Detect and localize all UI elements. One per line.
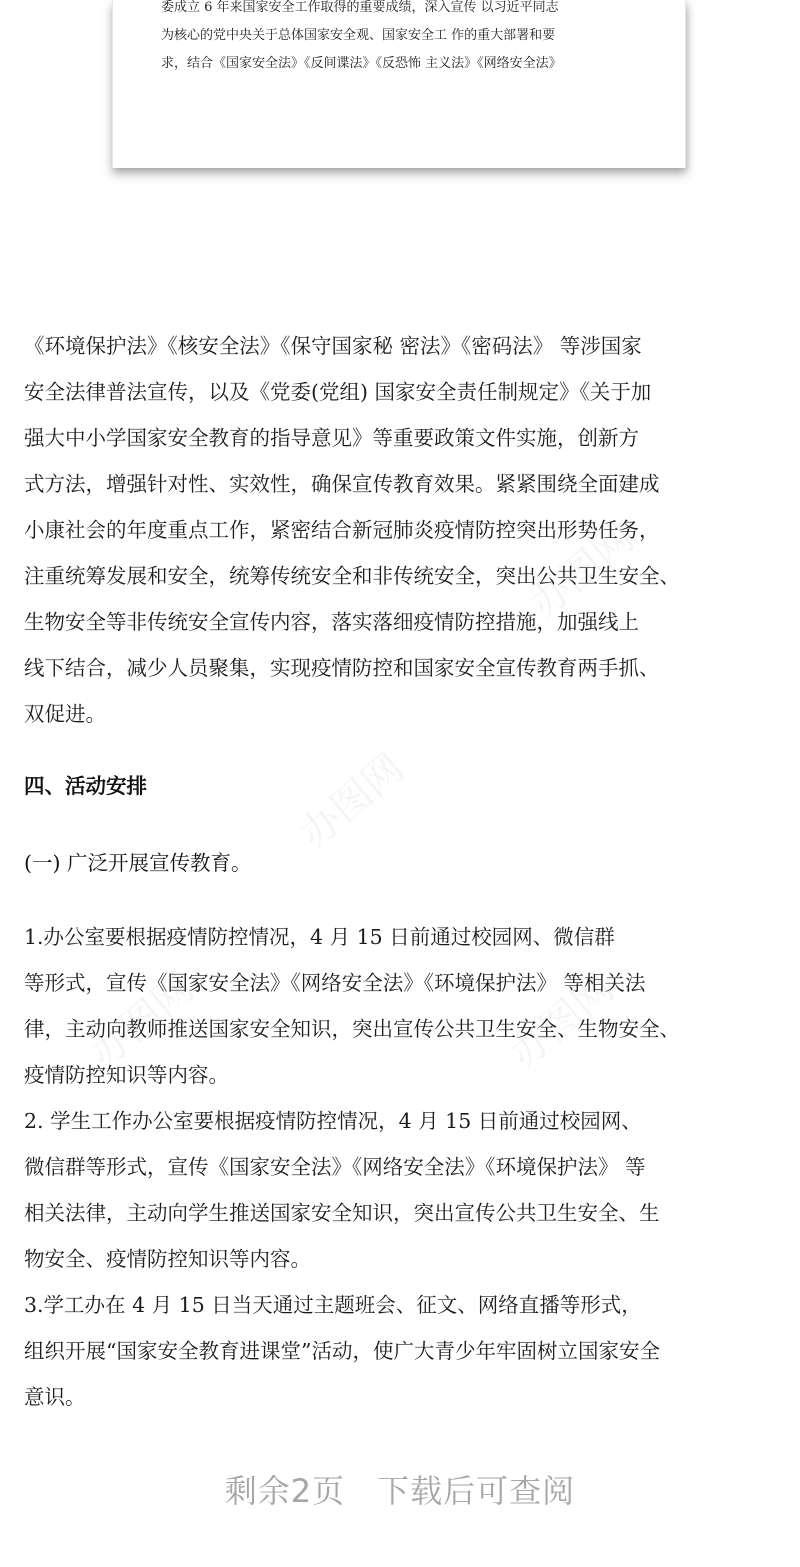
subsection-heading: (一) 广泛开展宣传教育。 xyxy=(24,851,252,875)
item-line: 微信群等形式，宣传《国家安全法》《网络安全法》《环境保护法》 等 xyxy=(24,1155,646,1179)
paragraph-line: 强大中小学国家安全教育的指导意见》等重要政策文件实施，创新方 xyxy=(24,426,639,450)
section-heading: 四、活动安排 xyxy=(24,774,147,798)
paragraph-line: 生物安全等非传统安全宣传内容，落实落细疫情防控措施，加强线上 xyxy=(24,610,639,634)
download-to-view-label: 下载后可查阅 xyxy=(377,1472,576,1510)
item-line: 2. 学生工作办公室要根据疫情防控情况，4 月 15 日前通过校园网、 xyxy=(24,1109,642,1133)
paragraph-line: 式方法，增强针对性、实效性，确保宣传教育效果。紧紧围绕全面建成 xyxy=(24,472,660,496)
paragraph-line: 线下结合，减少人员聚集，实现疫情防控和国家安全宣传教育两手抓、 xyxy=(24,656,660,680)
item-line: 相关法律，主动向学生推送国家安全知识，突出宣传公共卫生安全、生 xyxy=(24,1201,660,1225)
item-line: 3.学工办在 4 月 15 日当天通过主题班会、征文、网络直播等形式， xyxy=(24,1293,642,1317)
item-line: 组织开展“国家安全教育进课堂”活动，使广大青少年牢固树立国家安全 xyxy=(24,1339,660,1363)
paragraph-line: 《环境保护法》《核安全法》《保守国家秘 密法》《密码法》 等涉国家 xyxy=(24,334,642,358)
watermark xyxy=(286,738,415,859)
paragraph-line: 小康社会的年度重点工作，紧密结合新冠肺炎疫情防控突出形势任务， xyxy=(24,518,660,542)
paragraph-line: 双促进。 xyxy=(24,702,106,726)
item-line: 疫情防控知识等内容。 xyxy=(24,1063,229,1087)
item-line: 意识。 xyxy=(24,1385,86,1409)
document-preview-card xyxy=(112,0,686,168)
item-line: 律，主动向教师推送国家安全知识，突出宣传公共卫生安全、生物安全、 xyxy=(24,1017,680,1041)
item-line: 物安全、疫情防控知识等内容。 xyxy=(24,1247,311,1271)
paragraph-line: 注重统筹发展和安全，统筹传统安全和非传统安全，突出公共卫生安全、 xyxy=(24,564,680,588)
remaining-pages-label: 剩余2页 xyxy=(224,1472,346,1510)
paragraph-line: 安全法律普法宣传，以及《党委(党组) 国家安全责任制规定》《关于加 xyxy=(24,380,652,404)
remaining-pages-note[interactable] xyxy=(0,1466,800,1512)
item-line: 1.办公室要根据疫情防控情况，4 月 15 日前通过校园网、微信群 xyxy=(24,925,615,949)
preview-line: 为核心的党中央关于总体国家安全观、国家安全工 作的重大部署和要 xyxy=(161,28,556,43)
item-line: 等形式，宣传《国家安全法》《网络安全法》《环境保护法》 等相关法 xyxy=(24,971,646,995)
preview-line: 委成立 6 年来国家安全工作取得的重要成绩，深入宣传 以习近平同志 xyxy=(161,0,559,15)
preview-line: 求，结合《国家安全法》《反间谍法》《反恐怖 主义法》《网络安全法》 xyxy=(161,56,562,71)
